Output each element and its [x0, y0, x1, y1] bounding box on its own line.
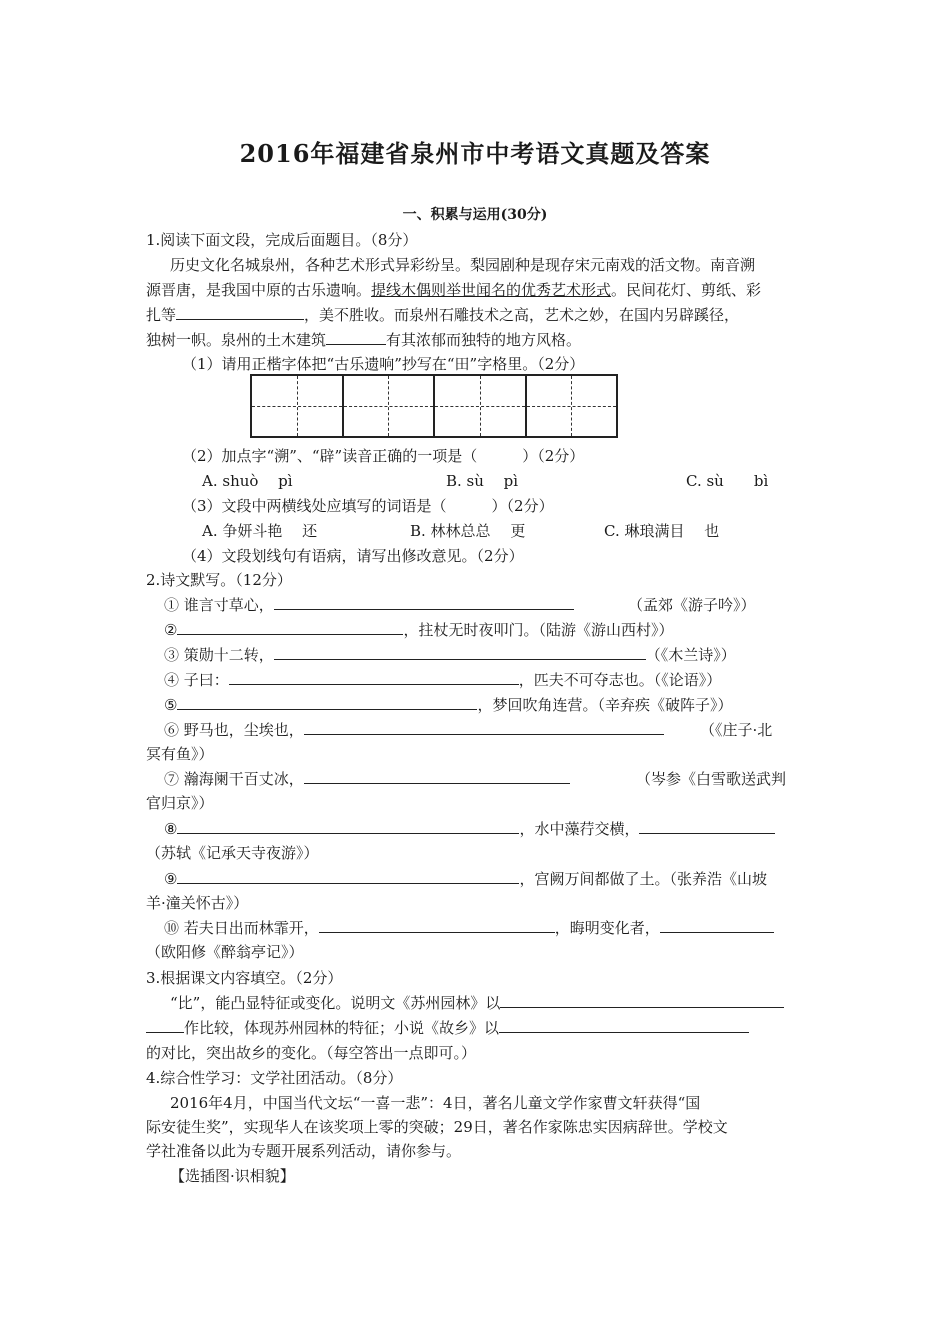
- poem-line: ⑤ ，梦回吹角连营。（辛弃疾《破阵子》）: [164, 696, 733, 714]
- grid-cell[interactable]: [252, 376, 344, 436]
- option-c: C. sù bì: [686, 472, 769, 490]
- blank[interactable]: [274, 645, 646, 660]
- q1-paragraph-line: 独树一帜。泉州的土木建筑 有其浓郁而独特的地方风格。: [146, 331, 582, 349]
- poem-line: ⑧ ，水中藻荇交横，: [164, 819, 775, 839]
- blank[interactable]: [177, 620, 403, 635]
- poem-line: ② ，拄杖无时夜叩门。（陆游《游山西村》）: [164, 621, 674, 639]
- poem-line: ⑨ ，宫阙万间都做了土。（张养浩《山坡: [164, 870, 767, 888]
- q4-paragraph-line: 学社准备以此为专题开展系列活动，请你参与。: [146, 1142, 462, 1160]
- blank[interactable]: [304, 769, 570, 784]
- q1-sub2: （2）加点字“溯”、“辟”读音正确的一项是（ ）（2分）: [182, 447, 585, 465]
- poem-line: ⑥ 野马也，尘埃也，: [164, 720, 664, 740]
- option-b: B. sù pì: [446, 472, 519, 490]
- blank-1[interactable]: [176, 305, 304, 320]
- q1-sub3: （3）文段中两横线处应填写的词语是（ ）（2分）: [182, 497, 554, 515]
- blank-2[interactable]: [326, 330, 386, 345]
- q1-paragraph-line: 扎等 ，美不胜收。而泉州石雕技术之高，艺术之妙，在国内另辟蹊径，: [146, 306, 740, 324]
- blank[interactable]: [319, 918, 555, 933]
- poem-source: 羊·潼关怀古》）: [146, 894, 249, 912]
- tian-grid[interactable]: [250, 374, 618, 438]
- blank[interactable]: [177, 819, 519, 834]
- q1-heading: 1.阅读下面文段，完成后面题目。（8分）: [146, 231, 418, 249]
- poem-source: （孟郊《游子吟》）: [628, 596, 756, 614]
- underlined-sentence: 提线木偶则举世闻名的优秀艺术形式: [371, 281, 612, 299]
- section-heading: 一、积累与运用(30分): [402, 207, 548, 223]
- q2-heading: 2.诗文默写。（12分）: [146, 571, 292, 589]
- poem-line: ④ 子曰： ，匹夫不可夺志也。（《论语》）: [164, 671, 722, 689]
- blank[interactable]: [146, 1018, 184, 1033]
- q1-sub1: （1）请用正楷字体把“古乐遗响”抄写在“田”字格里。（2分）: [182, 355, 585, 373]
- grid-cell[interactable]: [344, 376, 436, 436]
- q3-line: 的对比，突出故乡的变化。（每空答出一点即可。）: [146, 1044, 477, 1062]
- page-title: 2016年福建省泉州市中考语文真题及答案: [239, 139, 711, 168]
- grid-cell[interactable]: [435, 376, 527, 436]
- option-a: A. 争妍斗艳 还: [202, 522, 318, 540]
- q4-paragraph-line: 际安徒生奖”，实现华人在该奖项上零的突破；29日，著名作家陈忠实因病辞世。学校文: [146, 1118, 728, 1136]
- option-a: A. shuò pì: [202, 472, 293, 490]
- blank[interactable]: [499, 1018, 749, 1033]
- poem-source: 冥有鱼》）: [146, 745, 214, 763]
- q4-subheading: 【选插图·识相貌】: [170, 1167, 295, 1185]
- blank[interactable]: [274, 595, 574, 610]
- poem-line: ③ 策勋十二转， （《木兰诗》）: [164, 646, 736, 664]
- blank[interactable]: [660, 918, 774, 933]
- poem-source: （岑参《白雪歌送武判: [636, 770, 787, 788]
- blank[interactable]: [304, 720, 664, 735]
- q3-line: “比”，能凸显特征或变化。说明文《苏州园林》以: [170, 993, 784, 1013]
- blank[interactable]: [177, 869, 519, 884]
- option-b: B. 林林总总 更: [410, 522, 526, 540]
- q1-paragraph-line: 源晋唐，是我国中原的古乐遗响。提线木偶则举世闻名的优秀艺术形式。民间花灯、剪纸、彩: [146, 281, 762, 299]
- q4-heading: 4.综合性学习：文学社团活动。（8分）: [146, 1069, 403, 1087]
- blank[interactable]: [177, 695, 477, 710]
- q1-sub4: （4）文段划线句有语病，请写出修改意见。（2分）: [182, 547, 524, 565]
- poem-source: （欧阳修《醉翁亭记》）: [146, 943, 304, 961]
- poem-line: ⑦ 瀚海阑干百丈冰，: [164, 769, 570, 789]
- q1-paragraph-line: 历史文化名城泉州，各种艺术形式异彩纷呈。梨园剧种是现存宋元南戏的活文物。南音溯: [170, 256, 756, 274]
- poem-source: （苏轼《记承天寺夜游》）: [146, 844, 319, 862]
- poem-source: （《庄子·北: [700, 721, 773, 739]
- poem-line: ① 谁言寸草心，: [164, 595, 574, 615]
- blank[interactable]: [229, 670, 519, 685]
- poem-source: 官归京》）: [146, 794, 214, 812]
- option-c: C. 琳琅满目 也: [604, 522, 720, 540]
- q3-line: 作比较，体现苏州园林的特征；小说《故乡》以: [146, 1018, 749, 1038]
- grid-cell[interactable]: [527, 376, 617, 436]
- blank[interactable]: [639, 819, 775, 834]
- q3-heading: 3.根据课文内容填空。（2分）: [146, 969, 343, 987]
- poem-line: ⑩ 若夫日出而林霏开， ，晦明变化者，: [164, 918, 774, 938]
- blank[interactable]: [500, 993, 784, 1008]
- q4-paragraph-line: 2016年4月，中国当代文坛“一喜一悲”：4日，著名儿童文学作家曹文轩获得“国: [170, 1094, 701, 1112]
